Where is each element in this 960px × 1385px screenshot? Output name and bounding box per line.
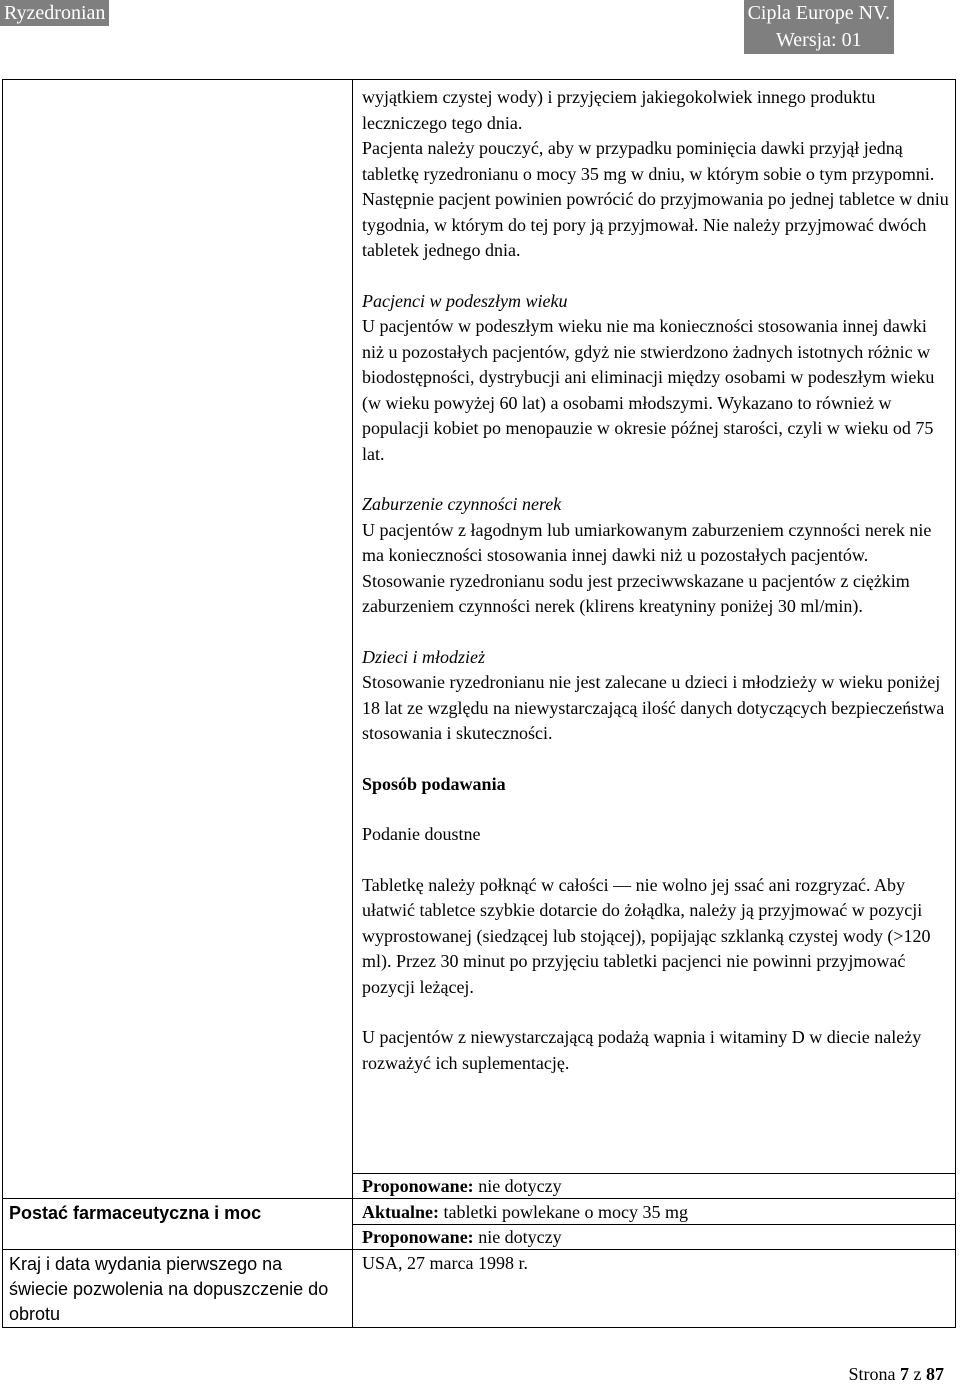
children-heading: Dzieci i młodzież xyxy=(362,646,485,667)
page-number: Strona 7 z 87 xyxy=(848,1364,944,1384)
current-row xyxy=(362,1200,688,1226)
children-text: Stosowanie ryzedronianu nie jest zalecane u dzieci i młodzieży w wieku poniżej 18 lat ze względu na niewystarczającą ilość danych dotyczących bezpieczeństwa stosowania i skuteczności. xyxy=(362,672,945,743)
administration-text: Tabletkę należy połknąć w całości — nie wolno jej ssać ani rozgryzać. Aby ułatwić tabletce szybkie dotarcie do żołądka, należy ją przyjmować w pozycji wyprostowanej (siedzącej lub stojącej), popijając szklanką czystej wody (>120 ml). Przez 30 minut po przyjęciu tabletki pacjenci nie powinni przyjmować pozycji leżącej. xyxy=(362,874,931,997)
proposed-label: Proponowane: xyxy=(362,1176,474,1196)
paragraph-missed-dose: Pacjenta należy pouczyć, aby w przypadku pominięcia dawki przyjął jedną tabletkę ryzedronianu o mocy 35 mg w dniu, w którym sobie o tym przypomni. Następnie pacjent powinien powrócić do przyjmowania po jednej tabletce w dniu tygodnia, w którym do tej pory ją przyjmował. Nie należy przyjmować dwóch tabletek jednego dnia. xyxy=(362,138,949,260)
renal-heading: Zaburzenie czynności nerek xyxy=(362,494,562,514)
administration-heading: Sposób podawania xyxy=(362,773,506,794)
current-label: Aktualne: xyxy=(362,1202,440,1222)
header-company-version xyxy=(744,0,894,54)
proposed-row-2 xyxy=(362,1225,562,1251)
elderly-heading: Pacjenci w podeszłym wieku xyxy=(362,290,568,311)
calcium-text: U pacjentów z niewystarczającą podażą wapnia i witaminy D w diecie należy rozważyć ich suplementację. xyxy=(362,1027,922,1073)
country-label: Kraj i data wydania pierwszego na świecie pozwolenia na dopuszczenie do obrotu xyxy=(9,1254,329,1324)
header-version: Wersja: 01 xyxy=(776,29,862,51)
proposed-value: nie dotyczy xyxy=(473,1176,562,1196)
renal-text: U pacjentów z łagodnym lub umiarkowanym zaburzeniem czynności nerek nie ma konieczności stosowania innej dawki niż u pozostałych pacjentów. Stosowanie ryzedronianu sodu jest przeciwwskazane u pacjentów z ciężkim zaburzeniem czynności nerek (klirens kreatyniny poniżej 30 ml/min). xyxy=(362,519,932,616)
country-value: USA, 27 marca 1998 r. xyxy=(362,1253,528,1273)
administration-route: Podanie doustne xyxy=(362,824,481,844)
header-company: Cipla Europe NV. xyxy=(747,2,890,24)
form-label: Postać farmaceutyczna i moc xyxy=(9,1203,262,1223)
proposed-value-2: nie dotyczy xyxy=(473,1227,562,1247)
paragraph-1: wyjątkiem czystej wody) i przyjęciem jakiegokolwiek innego produktu leczniczego tego dnia. xyxy=(362,87,876,133)
current-value: tabletki powlekane o mocy 35 mg xyxy=(439,1202,688,1222)
dosage-section xyxy=(362,85,952,1076)
proposed-label-2: Proponowane: xyxy=(362,1227,474,1247)
elderly-text: U pacjentów w podeszłym wieku nie ma konieczności stosowania innej dawki niż u pozostałych pacjentów, gdyż nie stwierdzono żadnych istotnych różnic w biodostępności, dystrybucji ani eliminacji między osobami w podeszłym wieku (w wieku powyżej 60 lat) a osobami młodszymi. Wykazano to również w populacji kobiet po menopauzie w okresie późnej starości, czyli w wieku od 75 lat. xyxy=(362,316,935,464)
header-document-name: Ryzedronian xyxy=(0,0,109,26)
proposed-row-1 xyxy=(362,1174,562,1200)
column-divider xyxy=(352,80,353,1327)
